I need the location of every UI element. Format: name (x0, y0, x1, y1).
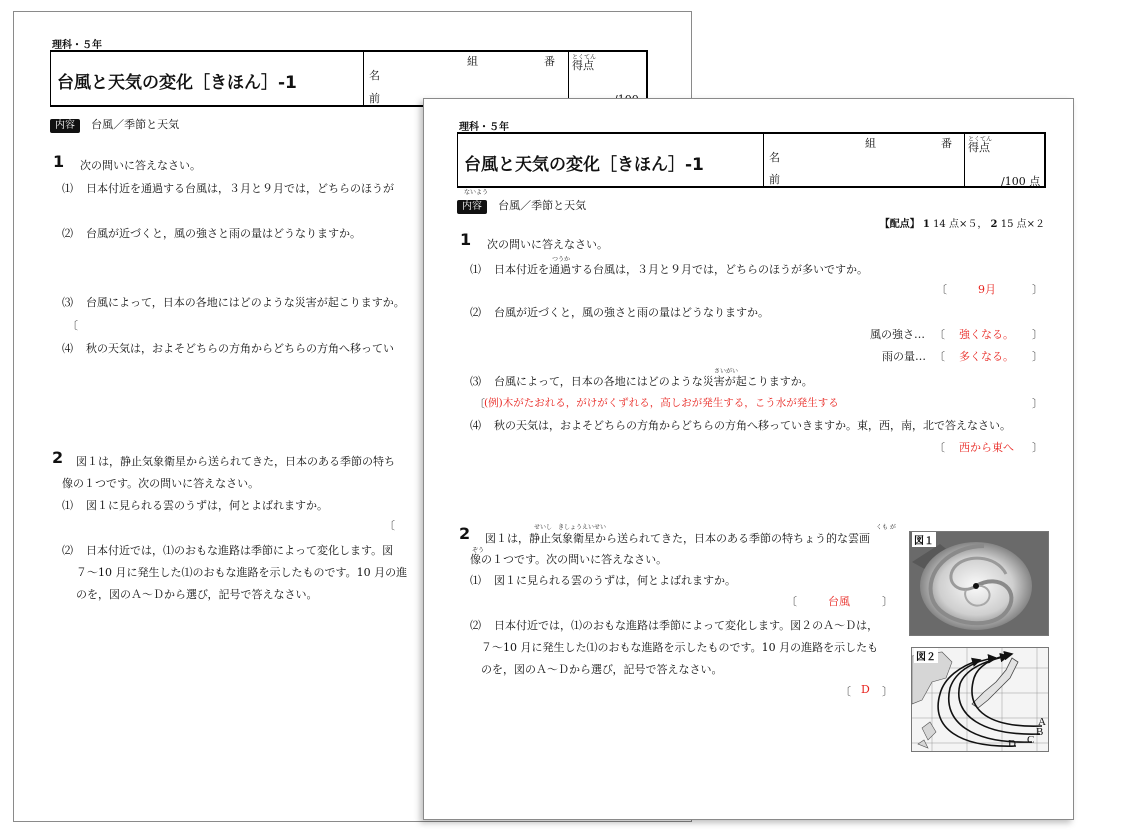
q2-p2-no: ⑵ (470, 619, 481, 632)
answer-bracket-open: 〔 (840, 685, 851, 698)
tokuten-ruby: とくてん (968, 136, 993, 143)
answer-bracket-close: 〕 (1032, 283, 1043, 296)
q2-intro-line2: 像の１つです。次の問いに答えなさい。 (470, 553, 668, 566)
route-A (972, 654, 1042, 726)
answer-bracket-close: 〕 (1032, 441, 1043, 454)
answer-bracket-open: 〔 (67, 319, 78, 332)
kumi-label: 組 (865, 137, 876, 150)
q2-intro-ruby2: くも が (876, 524, 896, 531)
q2-p2-line1: 日本付近では，⑴のおもな進路は季節によって変化します。図２のＡ～Ｄは， (494, 619, 879, 632)
answer-bracket-open: 〔 (934, 328, 945, 341)
q1-p1-text: 日本付近を通過する台風は，３月と９月では，どちらのほうが多いですか。 (494, 263, 868, 276)
typhoon-cloud-image (910, 532, 1048, 635)
q1-p4-no: ⑷ (470, 419, 481, 432)
points-q1-value: 14 点×５， (933, 219, 988, 230)
points-label: 【配点】 (879, 219, 920, 230)
q2-p2-line2: ７～10 月に発生した⑴のおもな進路を示したものです。10 月の進 (76, 566, 408, 579)
answer-bracket-open: 〔 (474, 397, 485, 410)
answer-bracket-close: 〕 (1032, 397, 1043, 410)
q2-p2-line2: ７～10 月に発生した⑴のおもな進路を示したものです。10 月の進路を示したも (481, 641, 879, 654)
q1-p4-text: 秋の天気は，およそどちらの方角からどちらの方角へ移っていきますか。東，西，南，北で答えなさい。 (494, 419, 1011, 432)
name-label-na: 名 (769, 151, 780, 164)
content-row (457, 194, 586, 214)
subject-label: 理科・５年 (459, 122, 509, 133)
q2-p1-text: 図１に見られる雲のうずは，何とよばれますか。 (494, 574, 736, 587)
name-label-mae: 前 (369, 92, 380, 105)
answer-bracket-close: 〕 (1032, 350, 1043, 363)
naiyo-badge: 内容 (50, 119, 80, 133)
q2-intro-line2: 像の１つです。次の問いに答えなさい。 (62, 477, 260, 490)
q2-number: 2 (459, 524, 471, 543)
q2-p1-text: 図１に見られる雲のうずは，何とよばれますか。 (86, 499, 328, 512)
answer-sheet (423, 98, 1074, 820)
score-max: /100 点 (1001, 175, 1041, 188)
content-topic: 台風／季節と天気 (498, 199, 587, 212)
answer-bracket-close: 〕 (1032, 328, 1043, 341)
q1-p4-no: ⑷ (62, 342, 73, 355)
answer-bracket-open: 〔 (786, 595, 797, 608)
q2-p1-no: ⑴ (470, 574, 481, 587)
worksheet-title: 台風と天気の変化［きほん］-1 (464, 155, 704, 175)
q1-p4-answer: 西から東へ (959, 441, 1014, 454)
q1-p1-no: ⑴ (62, 182, 73, 195)
q1-p2-rain-label: 雨の量… (882, 350, 926, 363)
route-label-B: B (1036, 726, 1044, 738)
q1-intro: 次の問いに答えなさい。 (80, 159, 201, 172)
route-map (912, 648, 1048, 751)
q1-p3-no: ⑶ (62, 296, 73, 309)
q1-p4-text: 秋の天気は，およそどちらの方角からどちらの方角へ移ってい (86, 342, 394, 355)
q1-p1-no: ⑴ (470, 263, 481, 276)
q1-p1-answer: 9月 (978, 283, 996, 296)
q2-p2-no: ⑵ (62, 544, 73, 557)
content-topic: 台風／季節と天気 (91, 118, 180, 131)
route-label-C: C (1027, 734, 1035, 746)
q1-p1-ruby: つうか (552, 256, 571, 263)
q2-intro-ruby3: ぞう (472, 547, 485, 554)
q1-number: 1 (460, 230, 472, 249)
answer-bracket-close: 〕 (882, 685, 893, 698)
q2-p2-answer: D (861, 683, 870, 696)
q1-number: 1 (53, 152, 65, 171)
ban-label: 番 (544, 55, 555, 68)
q1-p2-text: 台風が近づくと，風の強さと雨の量はどうなりますか。 (494, 306, 769, 319)
q2-p2-line1: 日本付近では，⑴のおもな進路は季節によって変化します。図 (86, 544, 394, 557)
score-label: 得点 (572, 59, 594, 72)
q2-p1-no: ⑴ (62, 499, 73, 512)
points-allocation (880, 215, 1045, 230)
ban-label: 番 (941, 137, 952, 150)
figure-2-route-map (911, 647, 1049, 752)
answer-bracket-open: 〔 (934, 441, 945, 454)
route-label-D: D (1008, 738, 1016, 750)
figure-1-label: 図１ (912, 532, 936, 547)
route-C (949, 658, 1032, 742)
points-q1-num: 1 (922, 219, 930, 230)
worksheet-title: 台風と天気の変化［きほん］-1 (57, 73, 297, 93)
q1-p3-no: ⑶ (470, 375, 481, 388)
content-row (50, 113, 179, 133)
q1-p3-ruby: さいがい (714, 368, 739, 375)
q1-p2-no: ⑵ (62, 227, 73, 240)
q2-intro-ruby1: せいし きしょうえいせい (534, 524, 607, 531)
answer-bracket-open: 〔 (936, 283, 947, 296)
naiyo-badge: 内容 (457, 200, 487, 214)
points-q2-value: 15 点×２ (1000, 219, 1045, 230)
q1-p3-text: 台風によって，日本の各地にはどのような災害が起こりますか。 (86, 296, 405, 309)
q1-p2-wind-label: 風の強さ… (870, 328, 925, 341)
score-label: 得点 (968, 141, 990, 154)
answer-bracket-open: 〔 (934, 350, 945, 363)
q1-p2-rain-answer: 多くなる。 (959, 350, 1014, 363)
tokuten-ruby: とくてん (572, 54, 597, 61)
q1-intro: 次の問いに答えなさい。 (487, 238, 608, 251)
q2-intro-line1: 図１は，静止気象衛星から送られてきた，日本のある季節の特ち (76, 455, 395, 468)
header-box (457, 132, 1046, 188)
kumi-label: 組 (467, 55, 478, 68)
q2-p2-line3: のを，図のＡ～Ｄから選び，記号で答えなさい。 (481, 663, 723, 676)
q1-p1-text: 日本付近を通過する台風は，３月と９月では，どちらのほうが (86, 182, 394, 195)
q1-p2-text: 台風が近づくと，風の強さと雨の量はどうなりますか。 (86, 227, 361, 240)
q1-p2-wind-answer: 強くなる。 (959, 328, 1014, 341)
q1-p3-text: 台風によって，日本の各地にはどのような災害が起こりますか。 (494, 375, 813, 388)
name-label-na: 名 (369, 69, 380, 82)
points-q2-num: 2 (990, 219, 998, 230)
naiyo-ruby: ないよう (464, 189, 489, 196)
q2-p2-line3: のを，図のＡ～Ｄから選び，記号で答えなさい。 (76, 588, 318, 601)
figure-2-label: 図２ (914, 648, 938, 663)
q1-p2-no: ⑵ (470, 306, 481, 319)
q2-p1-answer: 台風 (828, 595, 850, 608)
route-label-A: A (1038, 716, 1046, 728)
answer-bracket-open: 〔 (384, 519, 395, 532)
subject-label: 理科・５年 (52, 40, 102, 51)
q2-number: 2 (52, 448, 64, 467)
q2-intro-line1: 図１は，静止気象衛星から送られてきた，日本のある季節の特ちょう的な雲画 (485, 532, 870, 545)
figure-1-satellite-image (909, 531, 1049, 636)
name-label-mae: 前 (769, 173, 780, 186)
q1-p3-answer: (例)木がたおれる，がけがくずれる，高しおが発生する，こう水が発生する (484, 397, 839, 409)
answer-bracket-close: 〕 (882, 595, 893, 608)
